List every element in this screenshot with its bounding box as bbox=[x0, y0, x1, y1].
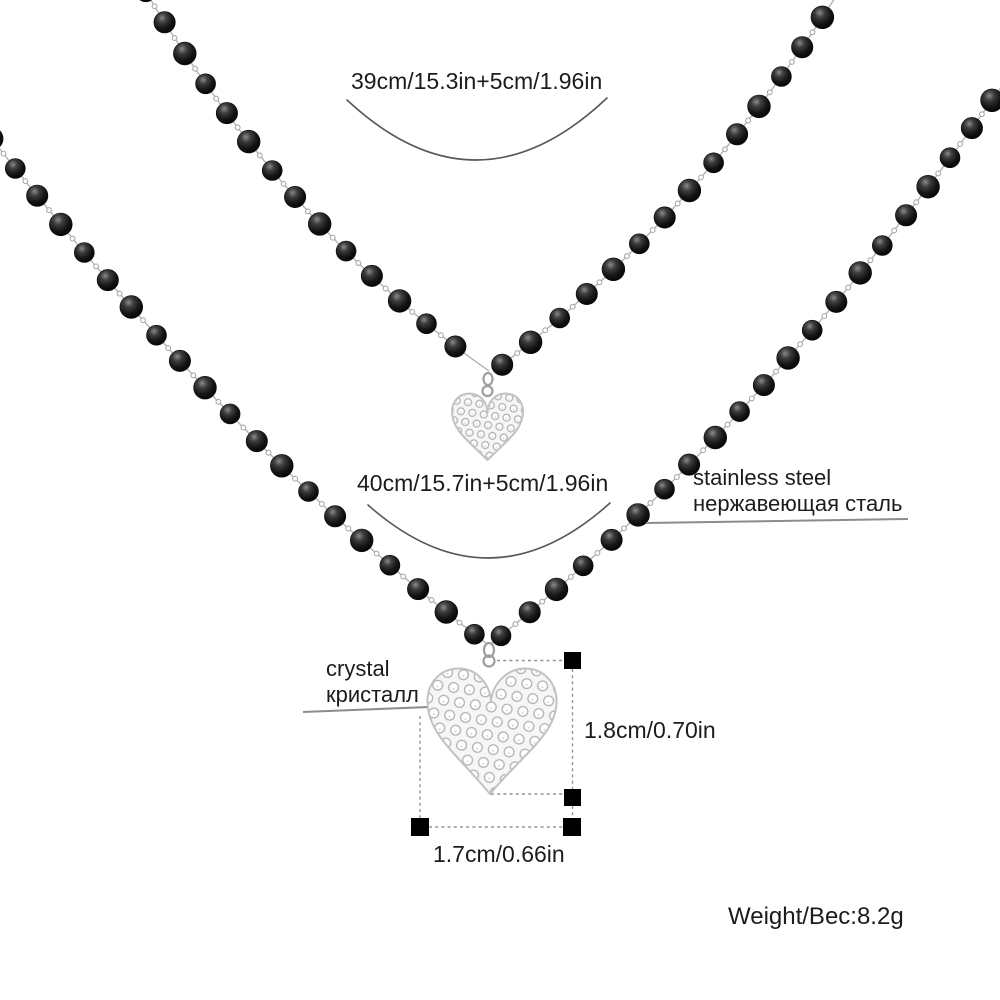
chain-link-loop bbox=[241, 425, 246, 430]
pendant-width-label: 1.7cm/0.66in bbox=[433, 841, 565, 867]
chain-link-loop bbox=[595, 551, 600, 556]
length-arc-40cm bbox=[368, 503, 610, 558]
chain1-length-label: 39cm/15.3in+5cm/1.96in bbox=[351, 68, 603, 94]
chain-link-loop bbox=[235, 125, 240, 130]
black-bead bbox=[464, 624, 484, 644]
material-label-en: stainless steel bbox=[693, 465, 832, 490]
chain-wire bbox=[492, 72, 1000, 643]
chain-link-loop bbox=[429, 598, 434, 603]
black-bead bbox=[5, 159, 25, 179]
chain-link-loop bbox=[958, 142, 963, 147]
chain-wire bbox=[494, 0, 845, 371]
black-bead bbox=[120, 296, 143, 319]
chain-link-loop bbox=[515, 351, 520, 356]
black-bead bbox=[324, 506, 345, 527]
black-bead bbox=[147, 325, 167, 345]
measure-handle-top-right bbox=[564, 652, 581, 669]
chain-link-loop bbox=[401, 574, 406, 579]
black-bead bbox=[388, 290, 411, 313]
chain-link-loop bbox=[257, 153, 262, 158]
chain-link-loop bbox=[216, 399, 221, 404]
chain-link-loop bbox=[47, 208, 52, 213]
black-bead bbox=[730, 402, 750, 422]
chain-link-loop bbox=[117, 291, 122, 296]
black-bead bbox=[169, 350, 190, 371]
black-bead bbox=[308, 213, 331, 236]
black-bead bbox=[792, 37, 813, 58]
chain-link-loop bbox=[699, 175, 704, 180]
weight-label: Weight/Bec:8.2g bbox=[728, 903, 904, 930]
black-bead bbox=[154, 12, 175, 33]
black-bead bbox=[136, 0, 156, 2]
black-bead bbox=[629, 234, 649, 254]
black-bead bbox=[435, 601, 458, 624]
chain-link-loop bbox=[141, 318, 146, 323]
chain-link-loop bbox=[193, 66, 198, 71]
black-bead bbox=[849, 262, 872, 285]
chain-link-loop bbox=[439, 333, 444, 338]
black-bead bbox=[284, 186, 305, 207]
black-bead bbox=[97, 269, 118, 290]
black-bead bbox=[270, 454, 293, 477]
measure-handle-bottom-left bbox=[411, 818, 429, 836]
black-bead bbox=[981, 89, 1000, 112]
black-bead bbox=[246, 430, 267, 451]
chain-link-loop bbox=[723, 147, 728, 152]
crystal-label-en: crystal bbox=[326, 656, 390, 681]
black-bead bbox=[573, 556, 593, 576]
black-bead bbox=[492, 354, 513, 375]
chain-link-loop bbox=[214, 96, 219, 101]
chain-link-loop bbox=[374, 551, 379, 556]
chain-link-loop bbox=[1, 151, 6, 156]
chain-link-loop bbox=[846, 285, 851, 290]
black-bead bbox=[917, 175, 940, 198]
measure-handle-mid-right bbox=[564, 789, 581, 806]
material-pointer-line bbox=[646, 519, 908, 523]
black-bead bbox=[545, 578, 568, 601]
chain-link-loop bbox=[570, 304, 575, 309]
black-bead bbox=[704, 426, 727, 449]
chain-link-loop bbox=[822, 314, 827, 319]
black-bead bbox=[811, 6, 834, 29]
black-bead bbox=[655, 479, 675, 499]
material-label-ru: нержавеющая сталь bbox=[693, 491, 903, 516]
black-bead bbox=[417, 314, 437, 334]
chain-link-loop bbox=[774, 369, 779, 374]
chain-link-loop bbox=[749, 396, 754, 401]
black-bead bbox=[380, 555, 400, 575]
black-bead bbox=[602, 258, 625, 281]
bail-ring-icon bbox=[483, 386, 493, 396]
large-heart-pendant bbox=[428, 643, 557, 794]
chain-link-loop bbox=[914, 200, 919, 205]
jump-ring-icon bbox=[484, 373, 493, 385]
chain-link-loop bbox=[191, 373, 196, 378]
chain-link-loop bbox=[319, 502, 324, 507]
black-bead bbox=[299, 482, 319, 502]
chain-link-loop bbox=[513, 622, 518, 627]
chain-link-loop bbox=[23, 179, 28, 184]
pendant-height-label: 1.8cm/0.70in bbox=[584, 717, 716, 743]
black-bead bbox=[237, 130, 260, 153]
material-label bbox=[693, 465, 902, 517]
chain-link-loop bbox=[410, 310, 415, 315]
black-bead bbox=[350, 529, 373, 552]
black-bead bbox=[872, 236, 892, 256]
chain-link-loop bbox=[597, 280, 602, 285]
chain-link-loop bbox=[383, 286, 388, 291]
chain-link-loop bbox=[281, 182, 286, 187]
black-bead bbox=[27, 185, 48, 206]
large-heart-pave bbox=[428, 669, 557, 795]
black-bead bbox=[173, 42, 196, 65]
chain-link-loop bbox=[457, 620, 462, 625]
chain-link-loop bbox=[625, 254, 630, 259]
chain-link-loop bbox=[868, 258, 873, 263]
chain-link-loop bbox=[675, 201, 680, 206]
chain-link-loop bbox=[293, 476, 298, 481]
chain-link-loop bbox=[622, 526, 627, 531]
chain-link-loop bbox=[540, 599, 545, 604]
chain-link-loop bbox=[306, 209, 311, 214]
black-bead bbox=[220, 404, 240, 424]
black-bead bbox=[336, 241, 356, 261]
chain-link-loop bbox=[346, 526, 351, 531]
chain-link-loop bbox=[725, 422, 730, 427]
chain-link-loop bbox=[166, 346, 171, 351]
crystal-label bbox=[326, 656, 419, 708]
chain-link-loop bbox=[674, 475, 679, 480]
chain-link-loop bbox=[790, 60, 795, 65]
chain-link-loop bbox=[568, 575, 573, 580]
chain-link-loop bbox=[94, 264, 99, 269]
black-bead bbox=[216, 102, 237, 123]
chain-link-loop bbox=[543, 328, 548, 333]
black-bead bbox=[678, 179, 701, 202]
black-bead bbox=[262, 161, 282, 181]
black-bead bbox=[74, 243, 94, 263]
black-bead bbox=[407, 578, 428, 599]
chain-wire bbox=[0, 130, 486, 643]
chain2-length-label: 40cm/15.7in+5cm/1.96in bbox=[357, 470, 609, 496]
chain-link-loop bbox=[810, 30, 815, 35]
black-bead bbox=[726, 124, 747, 145]
black-bead bbox=[940, 148, 960, 168]
black-bead bbox=[895, 205, 916, 226]
black-bead bbox=[194, 376, 217, 399]
crystal-label-ru: кристалл bbox=[326, 682, 419, 707]
black-bead bbox=[361, 265, 382, 286]
black-bead bbox=[748, 95, 771, 118]
small-heart-pendant bbox=[452, 373, 523, 460]
black-bead bbox=[49, 213, 72, 236]
black-bead bbox=[826, 291, 847, 312]
black-bead bbox=[961, 117, 982, 138]
chain-link-loop bbox=[172, 36, 177, 41]
chain-link-loop bbox=[746, 118, 751, 123]
measure-handle-bottom-right bbox=[563, 818, 581, 836]
small-heart-pave bbox=[452, 394, 523, 461]
chain-link-loop bbox=[266, 450, 271, 455]
black-bead bbox=[771, 67, 791, 87]
black-bead bbox=[753, 374, 774, 395]
chain-link-loop bbox=[767, 90, 772, 95]
chain-link-loop bbox=[650, 228, 655, 233]
black-bead bbox=[196, 74, 216, 94]
chain-link-loop bbox=[152, 4, 157, 9]
black-bead bbox=[777, 347, 800, 370]
black-bead bbox=[550, 308, 570, 328]
black-bead bbox=[519, 331, 542, 354]
chain-link-loop bbox=[330, 235, 335, 240]
black-bead bbox=[601, 529, 622, 550]
black-bead bbox=[576, 283, 597, 304]
chain-link-loop bbox=[980, 112, 985, 117]
black-bead bbox=[802, 320, 822, 340]
black-bead bbox=[654, 207, 675, 228]
black-bead bbox=[0, 127, 3, 150]
black-bead bbox=[491, 626, 511, 646]
black-bead bbox=[704, 153, 724, 173]
chain-link-loop bbox=[892, 228, 897, 233]
chain-link-loop bbox=[356, 261, 361, 266]
chain-link-loop bbox=[798, 342, 803, 347]
chain-link-loop bbox=[70, 236, 75, 241]
black-bead bbox=[445, 336, 466, 357]
black-bead bbox=[519, 602, 540, 623]
chain-link-loop bbox=[648, 501, 653, 506]
chain-link-loop bbox=[936, 171, 941, 176]
length-arc-39cm bbox=[347, 98, 607, 160]
chain-link-loop bbox=[701, 448, 706, 453]
